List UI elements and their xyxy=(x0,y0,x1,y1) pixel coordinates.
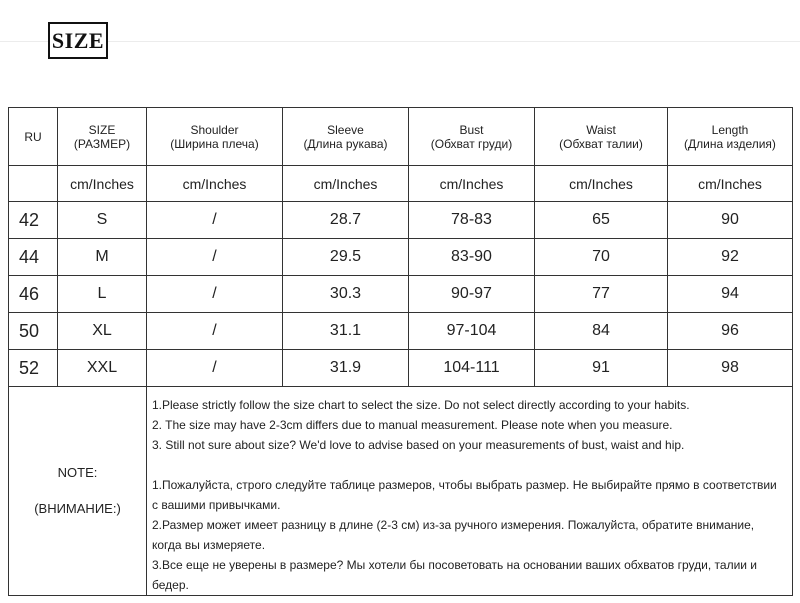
waist-cell: 77 xyxy=(535,276,668,313)
unit-cell: cm/Inches xyxy=(58,166,147,202)
shoulder-cell: / xyxy=(147,313,283,350)
shoulder-cell: / xyxy=(147,350,283,387)
bust-cell: 97-104 xyxy=(409,313,535,350)
shoulder-cell: / xyxy=(147,239,283,276)
header-cell-shoulder: Shoulder (Ширина плеча) xyxy=(147,108,283,166)
shoulder-cell: / xyxy=(147,276,283,313)
unit-cell: cm/Inches xyxy=(535,166,668,202)
note-line: 3.Все еще не уверены в размере? Мы хотели бы посоветовать на основании ваших обхватов груди, талии и бедер. xyxy=(152,558,758,592)
shoulder-cell: / xyxy=(147,202,283,239)
ru-size-cell: 50 xyxy=(9,313,58,350)
bust-cell: 104-111 xyxy=(409,350,535,387)
header-cell-waist: Waist (Обхват талии) xyxy=(535,108,668,166)
sleeve-cell: 28.7 xyxy=(283,202,409,239)
ru-size-cell: 42 xyxy=(9,202,58,239)
header-row xyxy=(9,108,793,166)
unit-cell: cm/Inches xyxy=(147,166,283,202)
note-text xyxy=(147,387,793,596)
length-cell: 96 xyxy=(668,313,793,350)
note-line: 1.Please strictly follow the size chart to select the size. Do not select directly according to your habits. xyxy=(152,398,690,412)
sleeve-cell: 31.1 xyxy=(283,313,409,350)
size-cell: XXL xyxy=(58,350,147,387)
size-cell: M xyxy=(58,239,147,276)
unit-cell: cm/Inches xyxy=(668,166,793,202)
bust-cell: 78-83 xyxy=(409,202,535,239)
size-badge: SIZE xyxy=(48,22,108,59)
table-row xyxy=(9,313,793,350)
note-line: 1.Пожалуйста, строго следуйте таблице размеров, чтобы выбрать размер. Не выбирайте прямо в соответствии с вашими привычками. xyxy=(152,478,777,512)
unit-cell xyxy=(9,166,58,202)
length-cell: 94 xyxy=(668,276,793,313)
length-cell: 92 xyxy=(668,239,793,276)
unit-cell: cm/Inches xyxy=(283,166,409,202)
waist-cell: 91 xyxy=(535,350,668,387)
note-label-ru: (ВНИМАНИЕ:) xyxy=(34,501,121,516)
note-line: 2. The size may have 2-3cm differs due to manual measurement. Please note when you measure. xyxy=(152,418,673,432)
ru-size-cell: 52 xyxy=(9,350,58,387)
size-cell: XL xyxy=(58,313,147,350)
table-row xyxy=(9,350,793,387)
ru-size-cell: 44 xyxy=(9,239,58,276)
header-cell-size: SIZE (РАЗМЕР) xyxy=(58,108,147,166)
note-label xyxy=(9,387,147,596)
table-row xyxy=(9,276,793,313)
size-cell: S xyxy=(58,202,147,239)
header-cell-length: Length (Длина изделия) xyxy=(668,108,793,166)
note-label-en: NOTE: xyxy=(57,465,98,480)
header-cell-bust: Bust (Обхват груди) xyxy=(409,108,535,166)
bust-cell: 83-90 xyxy=(409,239,535,276)
note-line: 2.Размер может имеет разницу в длине (2-3 см) из-за ручного измерения. Пожалуйста, обратите внимание, когда вы измеряете. xyxy=(152,518,755,552)
unit-cell: cm/Inches xyxy=(409,166,535,202)
header-cell-sleeve: Sleeve (Длина рукава) xyxy=(283,108,409,166)
sleeve-cell: 29.5 xyxy=(283,239,409,276)
ru-size-cell: 46 xyxy=(9,276,58,313)
waist-cell: 84 xyxy=(535,313,668,350)
waist-cell: 65 xyxy=(535,202,668,239)
sleeve-cell: 31.9 xyxy=(283,350,409,387)
length-cell: 98 xyxy=(668,350,793,387)
size-chart-table xyxy=(8,107,793,596)
table-row xyxy=(9,202,793,239)
waist-cell: 70 xyxy=(535,239,668,276)
sleeve-cell: 30.3 xyxy=(283,276,409,313)
size-cell: L xyxy=(58,276,147,313)
table-row xyxy=(9,239,793,276)
note-row xyxy=(9,387,793,596)
unit-row xyxy=(9,166,793,202)
header-divider xyxy=(0,41,800,42)
bust-cell: 90-97 xyxy=(409,276,535,313)
length-cell: 90 xyxy=(668,202,793,239)
header-cell-ru: RU xyxy=(9,108,58,166)
note-line: 3. Still not sure about size? We'd love to advise based on your measurements of bust, waist and hip. xyxy=(152,438,685,452)
